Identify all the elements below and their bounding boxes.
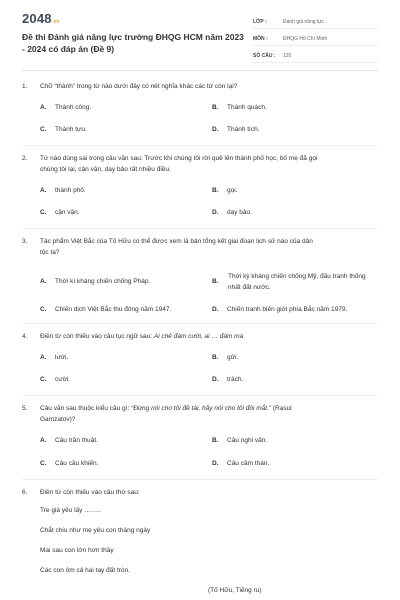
option-b[interactable] [212, 436, 377, 446]
option-a[interactable] [40, 436, 210, 446]
option-text: lười. [55, 354, 69, 361]
question-text-line: Gamzatov)? [40, 416, 76, 423]
question-text-line: tộc ta? [40, 249, 60, 256]
meta-row-class [253, 15, 378, 29]
option-a[interactable] [40, 353, 210, 363]
option-d[interactable] [212, 459, 377, 469]
question-text: Chữ “thành” trong từ nào dưới đây có nét nghĩa khác các từ còn lại? [40, 83, 238, 90]
question-divider [22, 228, 378, 229]
question-text: Điền từ còn thiếu vào câu thơ sau: [40, 489, 140, 496]
option-text: thành phố. [55, 187, 86, 194]
question-number: 6. [22, 489, 28, 496]
option-letter: D. [212, 126, 219, 133]
meta-panel [253, 15, 378, 66]
option-d[interactable] [212, 208, 377, 218]
option-c[interactable] [40, 375, 210, 385]
option-d[interactable] [212, 125, 377, 135]
option-letter: C. [40, 209, 47, 216]
option-a[interactable] [40, 186, 210, 196]
option-letter: C. [40, 376, 47, 383]
question-number: 2. [22, 155, 28, 162]
meta-key: MÔN : [253, 35, 268, 42]
option-text: Thành tựu. [55, 126, 87, 133]
meta-row-subject [253, 32, 378, 46]
poem-line: Chắt chiu như mẹ yêu con tháng ngày [40, 527, 151, 534]
option-text: Câu cầu khiến. [55, 460, 99, 467]
question-text-line: Câu văn sau thuộc kiểu câu gì: “Đừng nói cho tôi đề tài, hãy nói cho tôi đôi mắt.” (Rasul [40, 405, 292, 412]
option-d[interactable] [212, 305, 377, 315]
option-text: trách. [227, 376, 244, 383]
option-b[interactable] [212, 353, 377, 363]
option-letter: B. [212, 278, 219, 285]
option-letter: D. [212, 209, 219, 216]
question-number: 4. [22, 333, 28, 340]
option-letter: A. [40, 187, 47, 194]
option-letter: A. [40, 354, 47, 361]
option-b[interactable] [212, 103, 377, 113]
option-b[interactable] [212, 271, 377, 293]
meta-value: 120 [283, 52, 292, 59]
option-c[interactable] [40, 208, 210, 218]
question-divider [22, 323, 378, 324]
option-d[interactable] [212, 375, 377, 385]
option-letter: A. [40, 278, 47, 285]
question-text: Điền từ còn thiếu vào câu tục ngữ sau: Ai chê đám cưới, ai … đám ma [40, 333, 244, 340]
poem-line: Mai sau con lớn hơn thầy [40, 547, 114, 554]
option-letter: B. [212, 354, 219, 361]
option-text: Chiến dịch Việt Bắc thu đông năm 1947. [55, 306, 172, 313]
question-number: 3. [22, 238, 28, 245]
option-letter: B. [212, 187, 219, 194]
question-divider [22, 395, 378, 396]
question-text-line: chúng tôi lại, cận vận, dạy bảo rất nhiều điều. [40, 166, 171, 173]
meta-value: Đánh giá năng lực [283, 18, 324, 25]
option-text: dạy bảo. [227, 209, 252, 216]
question-number: 5. [22, 405, 28, 412]
meta-key: LỚP : [253, 18, 267, 25]
option-text: cận vận. [55, 209, 80, 216]
option-text: Thành quách. [227, 104, 267, 111]
page-header [0, 0, 400, 68]
poem-line: Các con ôm cả hai tay đất tròn. [40, 567, 130, 574]
option-text: Thời kì kháng chiến chống Pháp. [55, 278, 151, 285]
option-letter: C. [40, 126, 47, 133]
meta-key: SỐ CÂU : [253, 52, 276, 59]
option-letter: D. [212, 376, 219, 383]
option-text: Câu nghi vấn. [227, 437, 268, 444]
option-letter: D. [212, 306, 219, 313]
option-a[interactable] [40, 277, 210, 287]
poem-source: (Tố Hữu, Tiếng ru) [208, 587, 262, 594]
option-c[interactable] [40, 459, 210, 469]
question-divider [22, 479, 378, 480]
question-text-line: Từ nào dùng sai trong câu văn sau: Trước khi chúng tôi rời quê lên thành phố học, bố mẹ đã gọi [40, 155, 318, 162]
option-letter: A. [40, 104, 47, 111]
document-title: Đề thi Đánh giá năng lực trường ĐHQG HCM năm 2023 - 2024 có đáp án (Đề 9) [22, 32, 244, 54]
option-c[interactable] [40, 125, 210, 135]
meta-row-count [253, 49, 378, 63]
option-text: Thành công. [55, 104, 92, 111]
option-letter: B. [212, 104, 219, 111]
option-text: Chiến tranh biên giới phía Bắc năm 1979. [227, 306, 348, 313]
option-letter: C. [40, 306, 47, 313]
option-b[interactable] [212, 186, 377, 196]
option-text: cười. [55, 376, 71, 383]
option-letter: A. [40, 437, 47, 444]
meta-value: ĐHQG Hồ Chí Minh [283, 35, 328, 42]
option-text: Câu trần thuật. [55, 437, 98, 444]
option-text: Thời kỳ kháng chiến chống Mỹ, đấu tranh thống nhất đất nước. [228, 273, 366, 291]
option-letter: C. [40, 460, 47, 467]
site-logo[interactable]: 2048.vn [22, 11, 60, 26]
question-text-line: Tác phẩm Việt Bắc của Tố Hữu có thể được xem là bản tổng kết giai đoạn lịch sử nào của dân [40, 238, 313, 245]
option-text: Câu cảm thán. [227, 460, 270, 467]
option-c[interactable] [40, 305, 210, 315]
option-text: gọi. [227, 187, 238, 194]
option-letter: D. [212, 460, 219, 467]
option-text: Thành tích. [227, 126, 260, 133]
question-divider [22, 145, 378, 146]
option-letter: B. [212, 437, 219, 444]
header-divider [22, 70, 378, 71]
question-number: 1. [22, 83, 28, 90]
option-a[interactable] [40, 103, 210, 113]
option-text: gửi. [227, 354, 239, 361]
poem-line: Tre già yêu lấy …….. [40, 507, 101, 514]
